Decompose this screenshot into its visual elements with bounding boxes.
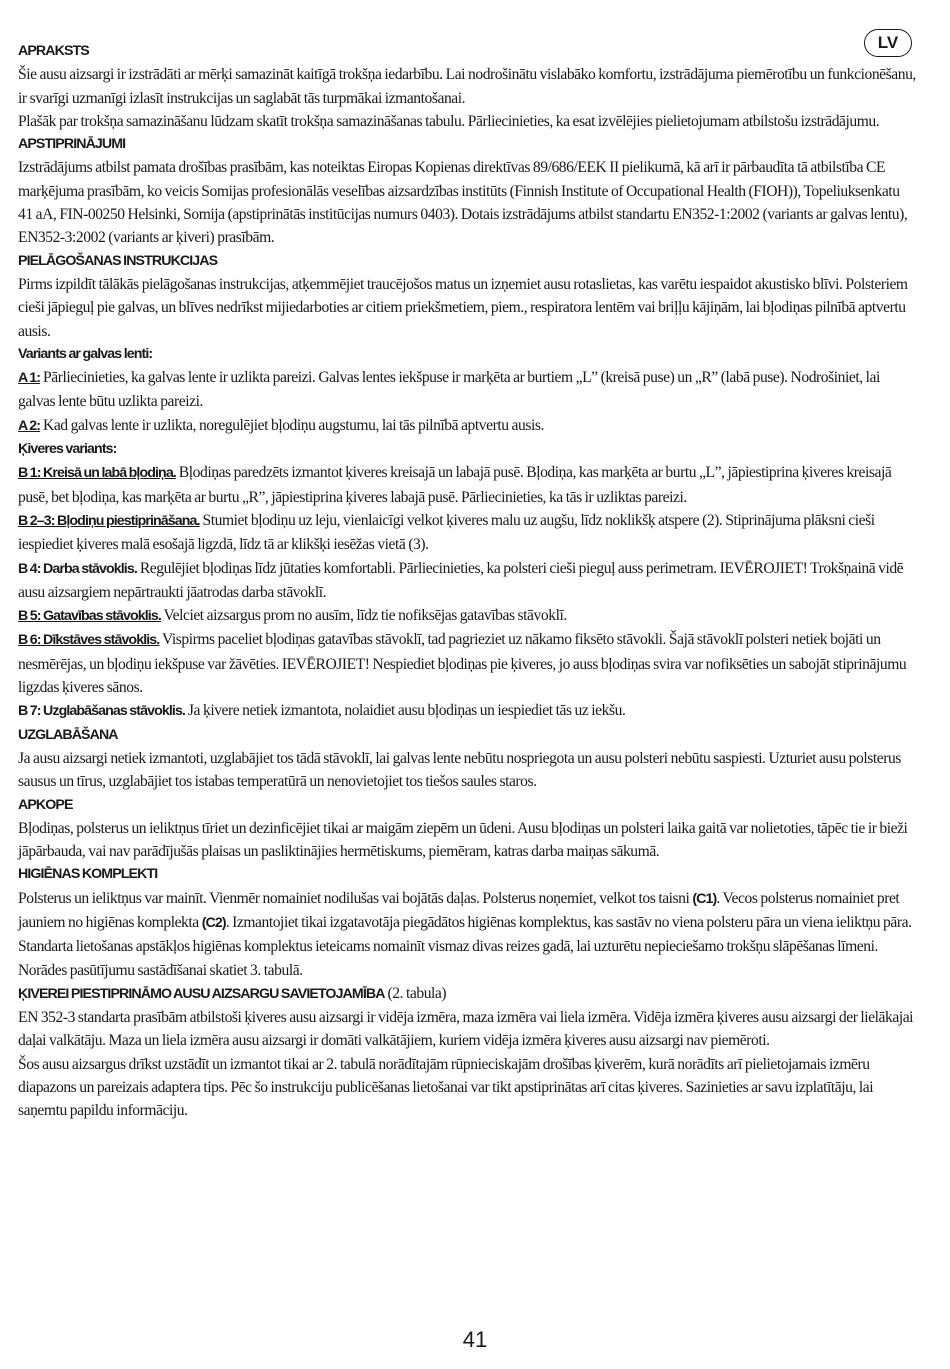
step-b1-label: B 1: Kreisā un labā bļodiņa. [18,465,176,482]
step-b7-text: Ja ķivere netiek izmantota, nolaidiet ausu bļodiņas un iespiediet tās uz iekšu. [184,702,626,720]
savietojamiba-paragraph-2: Šos ausu aizsargus drīkst uzstādīt un izmantot tikai ar 2. tabulā norādītajām rūpnieciskajām drošības ķiverēm, kurā norādīts arī pielietojamais izmēru diapazons un pareizais adaptera tips. Pēc šo instrukciju publicēšanas lietošanai var tikt apstiprinātas arī citas ķiveres. Sazinieties ar savu izplatītāju, lai saņemtu papildu informāciju. [18,1055,874,1120]
step-b7 [18,699,916,723]
higiena-text-2: . Vecos polsterus nomainiet pret jauniem no higiēnas komplekta [18,889,900,931]
step-a1-text: Pārliecinieties, ka galvas lente ir uzlikta pareizi. Galvas lentes iekšpuse ir marķēta ar burtiem „L” (kreisā puse) un „R” (labā puse). Nodrošiniet, lai galvas lente būtu uzlikta pareizi. [18,369,880,411]
ref-c1: (C1) [692,890,717,907]
step-b5-text: Velciet aizsargus prom no ausīm, līdz tie nofiksējas gatavības stāvoklī. [160,607,567,625]
heading-savietojamiba-note: (2. tabula) [384,984,447,1002]
step-b6-text: Vispirms paceliet bļodiņas gatavības stāvoklī, tad pagrieziet uz nākamo fiksēto stāvokli. Šajā stāvoklī polsteri netiek bojāti un nesmērējas, un bļodiņu iekšpuse var žāvēties. IEVĒROJIET! Nespiediet bļodiņas pie ķiveres, jo auss bļodiņas svira var nofiksēties un sabojāt stiprinājumu ligzdas ķiveres sānos. [18,631,907,697]
heading-higiena: HIGIĒNAS KOMPLEKTI [18,866,158,883]
step-b4-label: B 4: Darba stāvoklis. [18,560,137,577]
apstiprinajumi-paragraph: Izstrādājums atbilst pamata drošības prasībām, kas noteiktas Eiropas Kopienas direktīvas 89/686/EEK II pielikumā, kā arī ir pārbaudīta tā atbilstība CE marķējuma prasībām, ko veicis Somijas profesionālās veselības aizsardzības institūts (Finnish Institute of Occupational Health (FIOH)), Topeliuksenkatu 41 aA, FIN-00250 Helsinki, Somija (apstiprinātās institūcijas numurs 0403). Dotais izstrādājums atbilst standartu EN352-1:2002 (variants ar galvas lentu), EN352-3:2002 (variants ar ķiveri) prasībām. [18,159,908,247]
step-b6 [18,628,916,699]
heading-apstiprinajumi: APSTIPRINĀJUMI [18,136,126,153]
step-b4 [18,557,916,605]
pielagosana-paragraph: Pirms izpildīt tālākās pielāgošanas instrukcijas, atķemmējiet traucējošos matus un izņemiet ausu rotaslietas, kas varētu iespaidot akustisko blīvi. Polsteriem cieši jāpieguļ pie galvas, un blīves nedrīkst mijiedarboties ar citiem priekšmetiem, piem., respiratora lentēm vai briļļu kājiņām, lai bļodiņas pilnībā aptvertu ausis. [18,275,908,340]
step-b23-text: Stumiet bļodiņu uz leju, vienlaicīgi velkot ķiveres malu uz augšu, līdz noklikšķ atspere (2). Stiprinājuma plāksni cieši iespiediet ķiveres malā esošajā ligzdā, līdz tā ar klikšķi iesēžas vietā (3). [18,511,875,554]
step-a1 [18,366,916,414]
apraksts-paragraph-1: Šie ausu aizsargi ir izstrādāti ar mērķi samazināt kaitīgā trokšņa iedarbību. Lai nodrošinātu vislabāko komfortu, izstrādājuma piemērotību un funkcionēšanu, ir svarīgi uzmanīgi izlasīt instrukcijas un saglabāt tās turpmākai izmantošanai. [18,66,916,107]
higiena-text-1: Polsterus un ieliktņus var mainīt. Vienmēr nomainiet nodilušas vai bojātās daļas. Polsterus noņemiet, velkot tos taisni [18,889,693,907]
higiena-text-3: . Izmantojiet tikai izgatavotāja piegādātos higiēnas komplektus, kas sastāv no viena polsteru pāra un viena ieliktņu pāra. Standarta lietošanas apstākļos higiēnas komplektus ieteicams nomainīt vismaz divas reizes gadā, lai uzturētu nepieciešamo trokšņu slāpēšanas līmeni. Norādes pasūtījumu sastādīšanai skatiet 3. tabulā. [18,913,912,979]
step-a2-text: Kad galvas lente ir uzlikta, noregulējiet bļodiņu augstumu, lai tās pilnībā aptvertu ausis. [40,416,544,434]
higiena-paragraph [18,887,916,982]
heading-savietojamiba: ĶIVEREI PIESTIPRINĀMO AUSU AIZSARGU SAVIETOJAMĪBA [18,985,385,1002]
step-b1-text: Bļodiņas paredzēts izmantot ķiveres kreisajā un labajā pusē. Bļodiņa, kas marķēta ar burtu „L”, jāpiestiprina ķiveres kreisajā pusē, bet bļodiņa, kas marķēta ar burtu „R”, jāpiestiprina ķiveres labajā pusē. Pārliecinieties, ka tās ir uzliktas pareizi. [18,464,892,506]
step-b6-label: B 6: Dīkstāves stāvoklis. [18,632,160,649]
heading-uzglabasana: UZGLABĀŠANA [18,726,118,743]
uzglabasana-paragraph: Ja ausu aizsargi netiek izmantoti, uzglabājiet tos tādā stāvoklī, lai galvas lente nebūtu nospriegota un ausu polsteri nebūtu saspiesti. Uzturiet ausu polsterus sausus un tīrus, uzglabājiet tos istabas temperatūrā un nenovietojiet tos tiešos saules staros. [18,749,901,791]
heading-savietojamiba-row [18,982,916,1006]
heading-apraksts: APRAKSTS [18,43,89,59]
subheading-helmet: Ķiveres variants: [18,441,117,458]
step-b23 [18,509,916,557]
apkope-paragraph: Bļodiņas, polsterus un ieliktņus tīriet un dezinficējiet tikai ar maigām ziepēm un ūdeni. Ausu bļodiņas un polsteri laika gaitā var nolietoties, tāpēc tie ir bieži jāpārbauda, vai nav parādījušās plaisas un pasliktinājies hermētiskums, piemēram, katras darba maiņas sākumā. [18,819,908,861]
ref-c2: (C2) [201,914,226,931]
step-a2 [18,414,916,438]
page-number: 41 [462,1327,488,1352]
apraksts-paragraph-2: Plašāk par trokšņa samazināšanu lūdzam skatīt trokšņa samazināšanas tabulu. Pārliecinieties, ka esat izvēlējies pielietojumam atbilstošu izstrādājumu. [18,112,880,130]
heading-apkope: APKOPE [18,796,73,813]
document-body [18,40,916,1123]
step-a2-label: A 2: [18,417,41,434]
step-b4-text: Regulējiet bļodiņas līdz jūtaties komfortabli. Pārliecinieties, ka polsteri cieši pieguļ auss perimetram. IEVĒROJIET! Trokšņainā vidē ausu aizsargiem nepārtraukti jāatrodas darba stāvoklī. [18,559,904,601]
language-badge: LV [864,29,912,57]
step-b5 [18,604,916,628]
heading-pielagosana: PIELĀGOŠANAS INSTRUKCIJAS [18,252,218,269]
step-b23-label: B 2–3: Bļodiņu piestiprināšana. [18,512,200,529]
step-b1 [18,461,916,509]
step-b5-label: B 5: Gatavības stāvoklis. [18,608,161,625]
step-a1-label: A 1: [18,370,41,387]
step-b7-label: B 7: Uzglabāšanas stāvoklis. [18,703,185,720]
savietojamiba-paragraph-1: EN 352-3 standarta prasībām atbilstoši ķiveres ausu aizsargi ir vidēja izmēra, maza izmēra vai liela izmēra. Vidēja izmēra ķiveres ausu aizsargi der lielākajai daļai valkātāju. Maza un liela izmēra ausu aizsargi ir domāti valkātājiem, kuriem vidēja izmēra ķiveres ausu aizsargi nav piemēroti. [18,1009,914,1050]
subheading-headband: Variants ar galvas lenti: [18,345,153,362]
